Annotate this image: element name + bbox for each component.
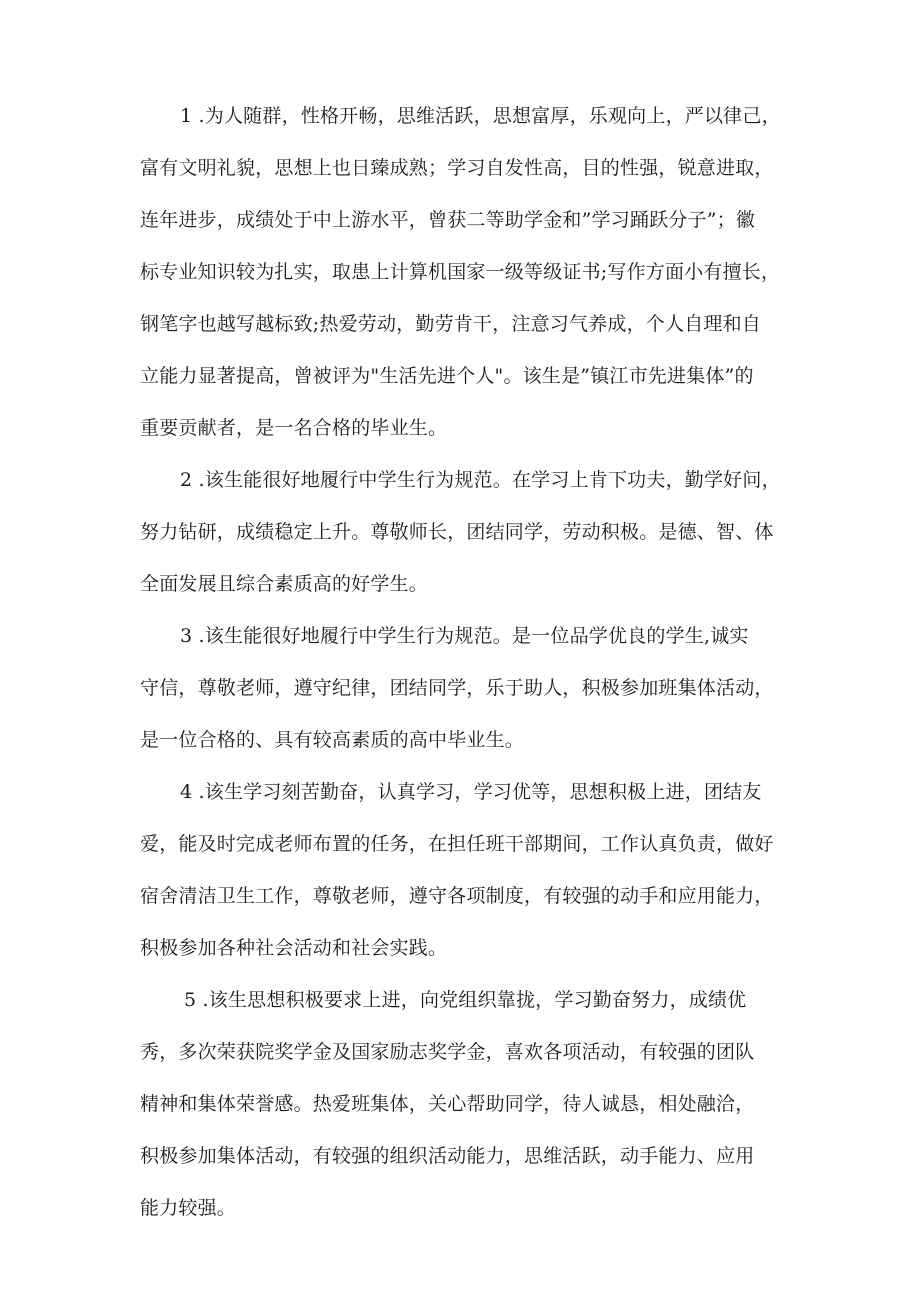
paragraph-line: 积极参加集体活动，有较强的组织活动能力，思维活跃，动手能力、应用 xyxy=(140,1145,755,1167)
paragraph-line: 富有文明礼貌，思想上也日臻成熟；学习自发性高，目的性强，锐意进取， xyxy=(140,157,774,179)
paragraph-line: 连年进步，成绩处于中上游水平，曾获二等助学金和”学习踊跃分子”；徽 xyxy=(140,209,756,231)
paragraph-line: 立能力显著提高，曾被评为"生活先进个人"。该生是”镇江市先进集体”的 xyxy=(140,365,754,387)
paragraph-line: 5 .该生思想积极要求上进，向党组织靠拢，学习勤奋努力，成绩优 xyxy=(184,989,747,1011)
paragraph-line: 重要贡献者，是一名合格的毕业生。 xyxy=(140,417,448,439)
paragraph-line: 守信，尊敬老师，遵守纪律，团结同学，乐于助人，积极参加班集体活动， xyxy=(140,677,774,699)
paragraph-line: 钢笔字也越写越标致;热爱劳动，勤劳肯干，注意习气养成，个人自理和自 xyxy=(140,313,762,335)
paragraph-line: 4 .该生学习刻苦勤奋，认真学习，学习优等，思想积极上进，团结友 xyxy=(180,781,762,803)
paragraph-line: 2 .该生能很好地履行中学生行为规范。在学习上肯下功夫，勤学好问， xyxy=(180,469,781,491)
paragraph-line: 精神和集体荣誉感。热爱班集体，关心帮助同学，待人诚恳，相处融洽， xyxy=(140,1093,755,1115)
paragraph-line: 努力钻研，成绩稳定上升。尊敬师长，团结同学，劳动积极。是德、智、体 xyxy=(140,521,774,543)
paragraph-line: 全面发展且综合素质高的好学生。 xyxy=(140,573,429,595)
paragraph-line: 是一位合格的、具有较高素质的高中毕业生。 xyxy=(140,729,525,751)
paragraph-line: 标专业知识较为扎实，取患上计算机国家一级等级证书;写作方面小有擅长， xyxy=(140,261,781,283)
paragraph-line: 宿舍清洁卫生工作，尊敬老师，遵守各项制度，有较强的动手和应用能力， xyxy=(140,885,774,907)
paragraph-line: 能力较强。 xyxy=(140,1197,237,1219)
paragraph-line: 积极参加各种社会活动和社会实践。 xyxy=(140,937,448,959)
paragraph-line: 1 .为人随群，性格开畅，思维活跃，思想富厚，乐观向上，严以律己， xyxy=(180,105,781,127)
paragraph-line: 爱，能及时完成老师布置的任务，在担任班干部期间，工作认真负责，做好 xyxy=(140,833,774,855)
paragraph-line: 3 .该生能很好地履行中学生行为规范。是一位品学优良的学生,诚实 xyxy=(180,625,749,647)
paragraph-line: 秀，多次荣获院奖学金及国家励志奖学金，喜欢各项活动，有较强的团队 xyxy=(140,1041,755,1063)
